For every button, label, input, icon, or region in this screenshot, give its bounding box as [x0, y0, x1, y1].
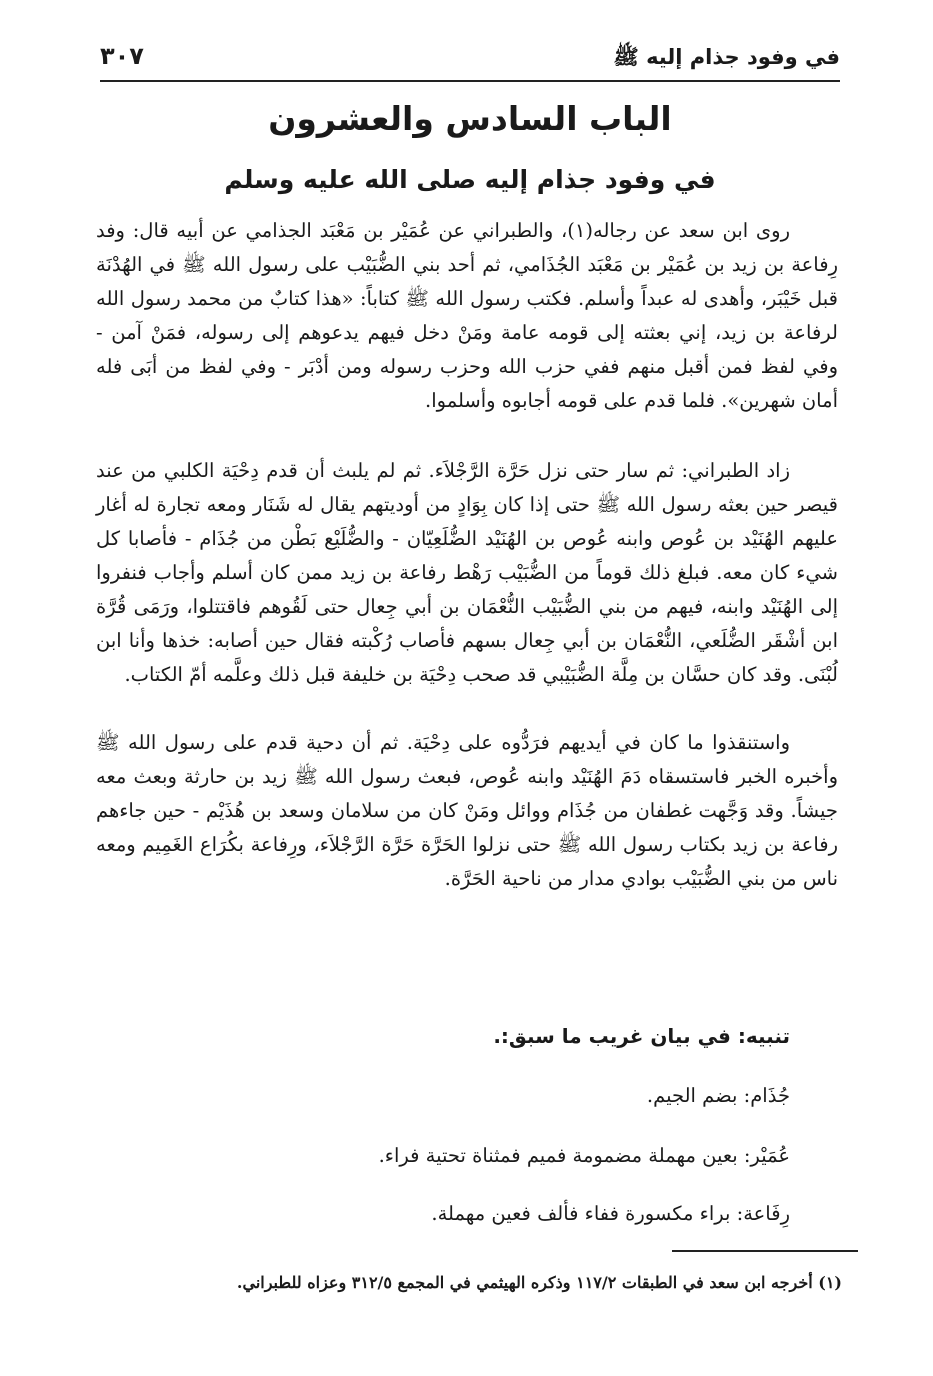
- paragraph-1: روى ابن سعد عن رجاله(١)، والطبراني عن عُمَيْر بن مَعْبَد الجذامي عن أبيه قال: وفد رِفاعة بن زيد بن عُمَيْر بن مَعْبَد الجُذَامي، ثم أحد بني الضُّبَيْب على رسول الله ﷺ في الهُدْنَة قبل خَيْبَر، وأهدى له عبداً وأسلم. فكتب رسول الله ﷺ كتاباً: «هذا كتابٌ من محمد رسول الله لرفاعة بن زيد، إني بعثته إلى قومه عامة ومَنْ دخل فيهم يدعوهم إلى رسوله، فمَنْ آمن - وفي لفظ فمن أقبل منهم ففي حزب الله وحزب رسوله ومن أدْبَر - وفي لفظ من أبَى فله أمان شهرين». فلما قدم على قومه أجابوه وأسلموا.: [96, 219, 838, 412]
- footnote: (١) أخرجه ابن سعد في الطبقات ١١٧/٢ وذكره الهيثمي في المجمع ٣١٢/٥ وعزاه للطبراني.: [236, 1273, 842, 1292]
- gloss-entry-umayr: عُمَيْر: بعين مهملة مضمومة فميم فمثناة تحتية فراء.: [378, 1144, 790, 1167]
- header-rule: [100, 80, 840, 82]
- gloss-entry-rifaa: رِفَاعة: براء مكسورة ففاء فألف فعين مهملة.: [431, 1202, 790, 1225]
- paragraph-2: زاد الطبراني: ثم سار حتى نزل حَرَّة الرَّجْلاَء. ثم لم يلبث أن قدم دِحْيَة الكلبي من عند قيصر حين بعثه رسول الله ﷺ حتى إذا كان بِوَادٍ من أوديتهم يقال له شَنَار ومعه تجارة له أغار عليهم الهُنَيْد بن عُوص وابنه عُوص بن الهُنَيْد الضُّلَعِيّان - والضُّلَيْع بَطْن من جُذَام - فأصابا كل شيء كان معه. فبلغ ذلك قوماً من الضُّبَيْب رَهْط رفاعة بن زيد ممن كان أسلم وأجاب فنفروا إلى الهُنَيْد وابنه، فيهم من بني الضُّبَيْب النُّعْمَان بن أبي جِعال حتى لَقُوهم فاقتتلوا، ورَمَى قُرَّة ابن أشْقَر الضُّلَعي، النُّعْمَان بن أبي جِعال بسهم فأصاب رُكْبته فقال حين أصابه: خذها وأنا ابن لُبْنَى. وقد كان حسَّان بن مِلَّة الضُّبَيْبي قد صحب دِحْيَة بن خليفة قبل ذلك وعلَّمه أمّ الكتاب.: [96, 459, 838, 686]
- running-title: في وفود جذام إليه ﷺ: [613, 45, 840, 69]
- notes-heading: تنبيه: في بيان غريب ما سبق:.: [493, 1024, 790, 1048]
- chapter-title: الباب السادس والعشرون: [268, 99, 672, 138]
- gloss-entry-judham: جُذَام: بضم الجيم.: [646, 1084, 790, 1107]
- page-number: ٣٠٧: [100, 42, 144, 70]
- footnote-rule: [672, 1250, 858, 1252]
- running-header: [100, 40, 840, 80]
- body-text: [96, 214, 838, 896]
- chapter-subtitle: في وفود جذام إليه صلى الله عليه وسلم: [224, 165, 716, 194]
- paragraph-3: واستنقذوا ما كان في أيديهم فرَدُّوه على دِحْيَة. ثم أن دحية قدم على رسول الله ﷺ وأخبره الخبر فاستسقاه دَمَ الهُنَيْد وابنه عُوص، فبعث رسول الله ﷺ زيد بن حارثة وبعث معه جيشاً. وقد وَجَّهت غطفان من جُذَام ووائل ومَنْ كان من سلامان وسعد بن هُذَيْم - حين جاءهم رفاعة بن زيد بكتاب رسول الله ﷺ حتى نزلوا الحَرَّة حَرَّة الرَّجْلاَء، ورِفاعة بكُرَاع الغَمِيم ومعه ناس من بني الضُّبَيْب بوادي مدار من ناحية الحَرَّة.: [96, 731, 838, 890]
